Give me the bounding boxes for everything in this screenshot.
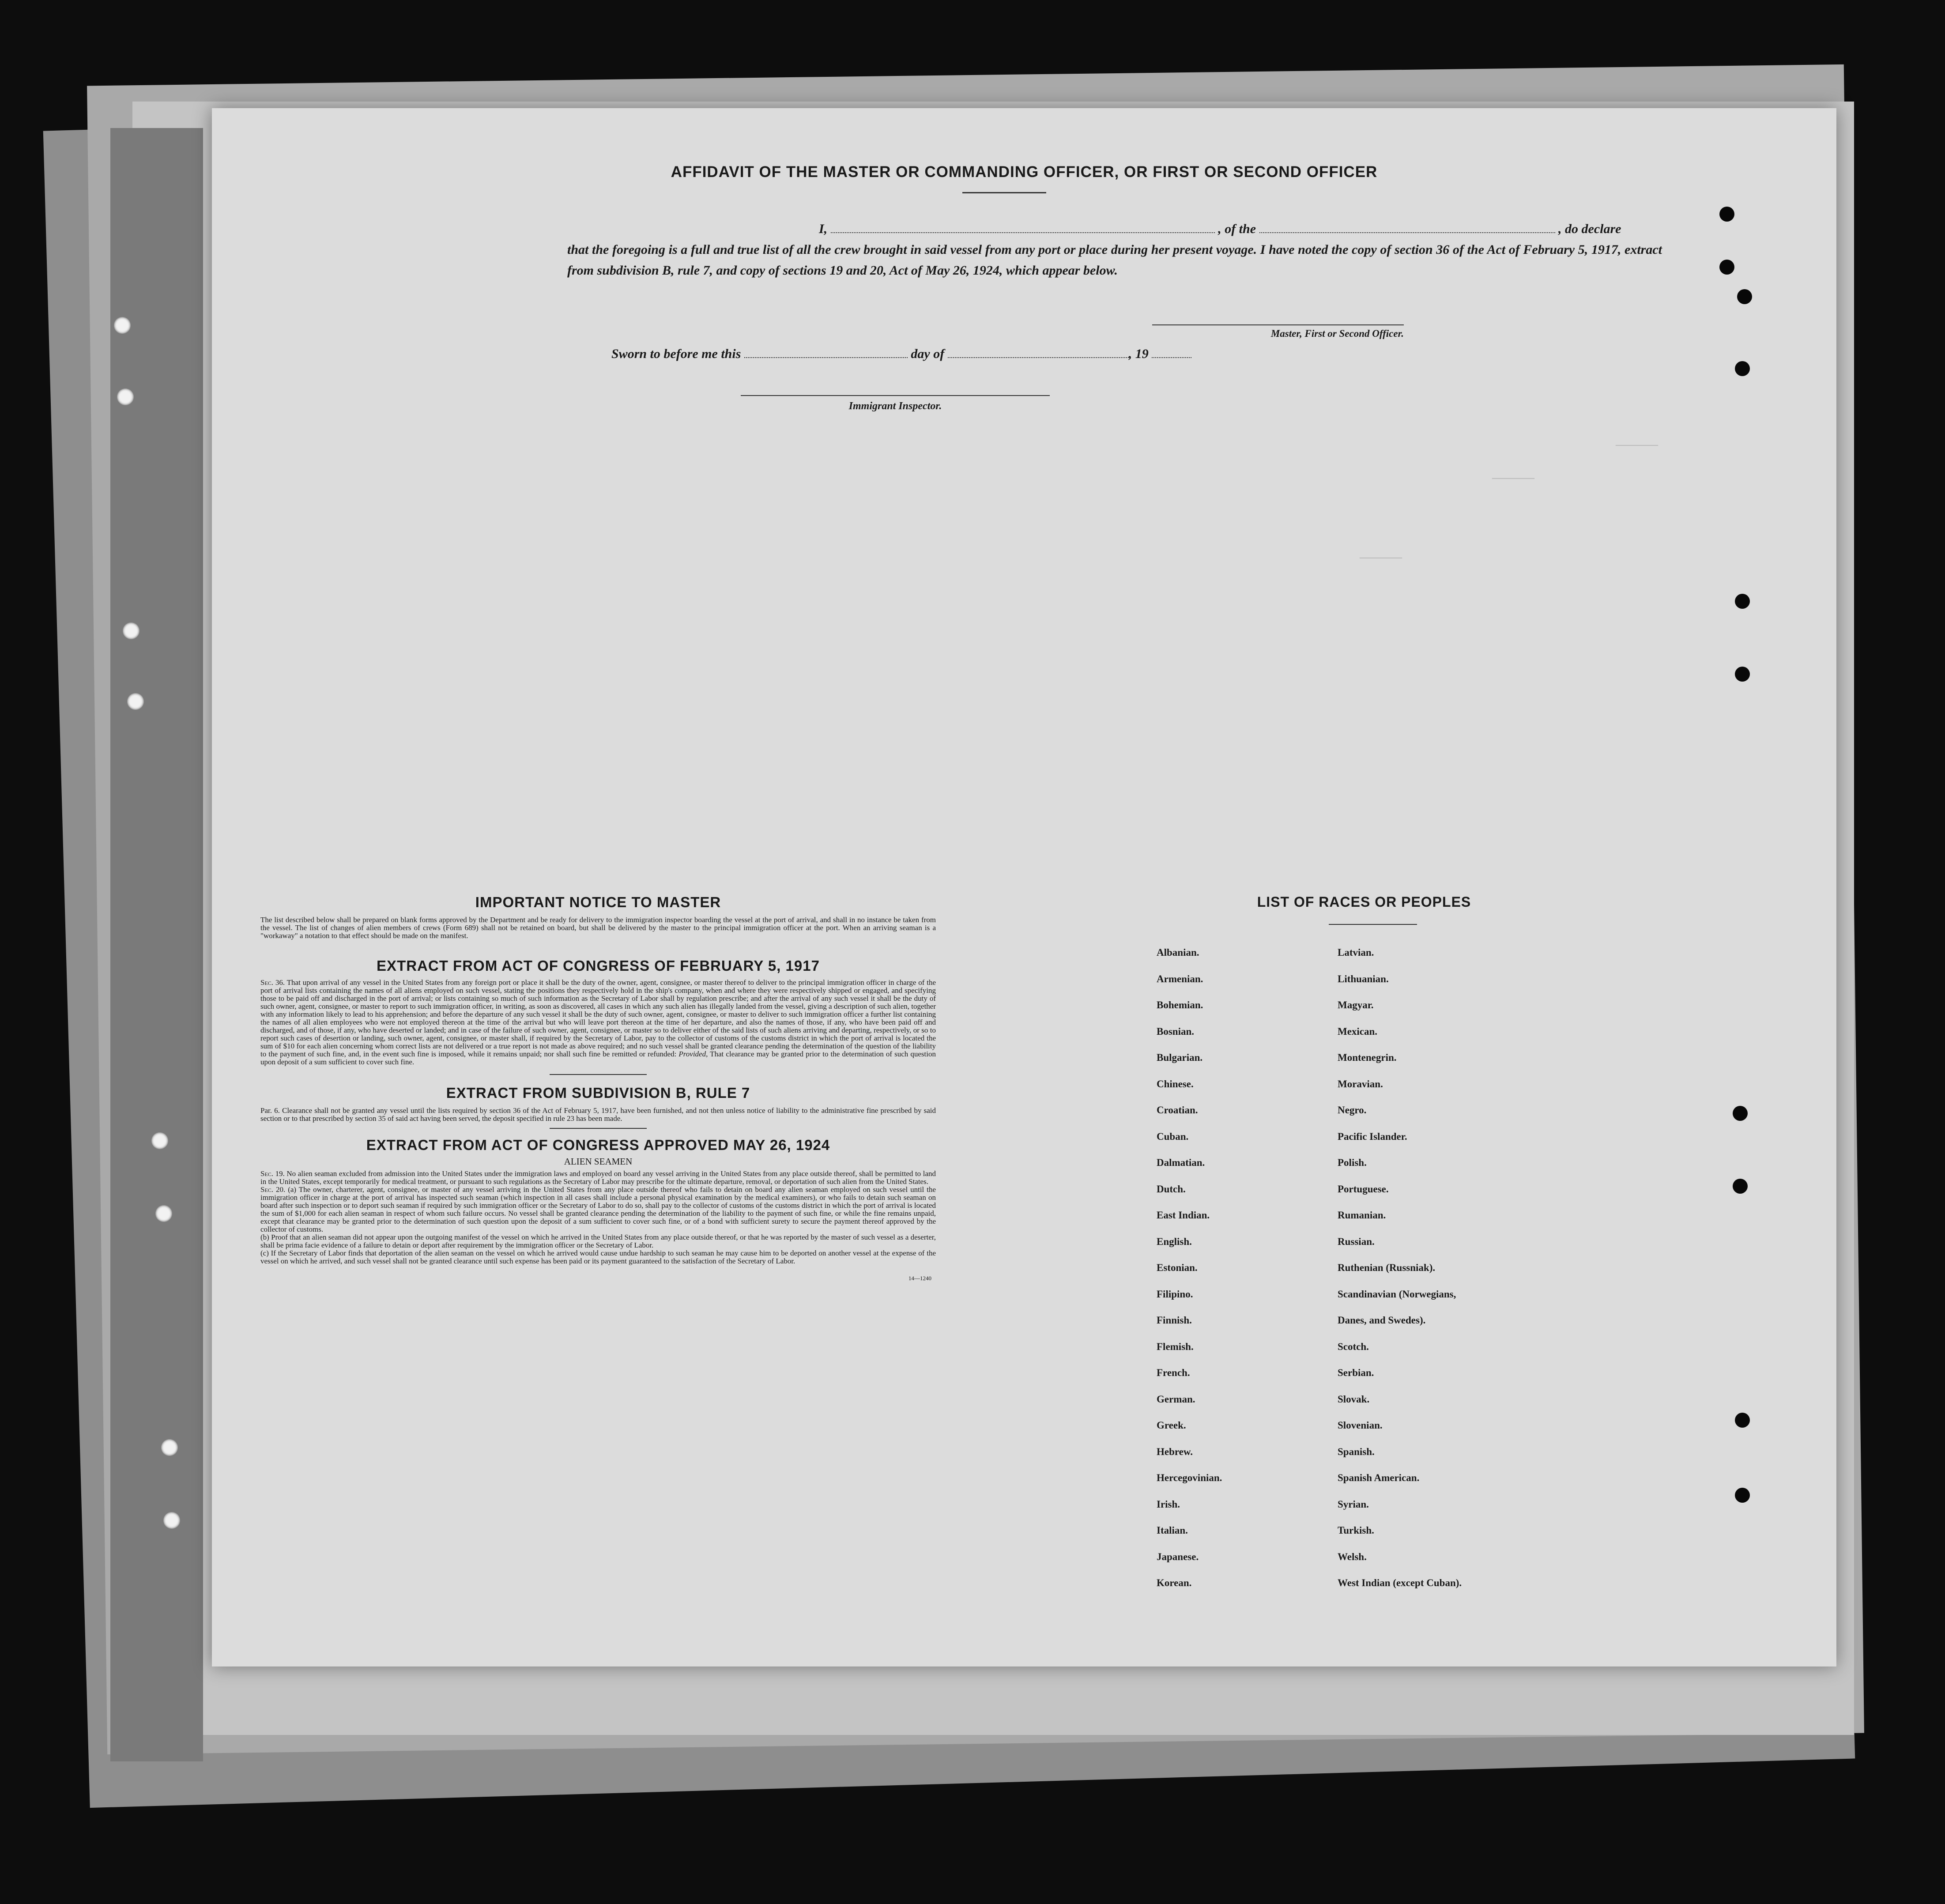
race-item: Cuban. [1157, 1131, 1189, 1142]
affidavit-statement: that the foregoing is a full and true list of all the crew brought in said vessel from any port or place during her present voyage. I have noted the copy of section 36 of the Act of February 5, 1917, extract from subdivision B, rule 7, and copy of sections 19 and 20, Act of May 26, 1924, which appear below. [567, 242, 1662, 278]
race-item: Japanese. [1157, 1551, 1199, 1562]
race-item: Turkish. [1338, 1525, 1374, 1536]
binder-hole [117, 388, 134, 405]
section-label: Sec. 36. [260, 978, 285, 987]
bleed-through-text: ————— [1492, 470, 1535, 486]
rule7-title: EXTRACT FROM SUBDIVISION B, RULE 7 [446, 1085, 750, 1101]
race-item: Irish. [1157, 1499, 1180, 1510]
master-signature-line[interactable]: Master, First or Second Officer. [1152, 324, 1404, 339]
race-item: Montenegrin. [1338, 1052, 1397, 1063]
extract-1924-title: EXTRACT FROM ACT OF CONGRESS APPROVED MAY 26, 1924 [366, 1137, 830, 1153]
race-item: Flemish. [1157, 1341, 1194, 1352]
section-text-end: That clearance may be granted prior to the determination of such question upon deposit of a sum sufficient to cover such fine. [260, 1050, 936, 1066]
race-item: Magyar. [1338, 999, 1374, 1010]
punch-dot [1719, 260, 1734, 275]
race-item: Pacific Islander. [1338, 1131, 1407, 1142]
race-item: Dalmatian. [1157, 1157, 1205, 1168]
race-item: Greek. [1157, 1420, 1186, 1431]
notice-title: IMPORTANT NOTICE TO MASTER [475, 894, 721, 910]
year-label: , 19 [1128, 347, 1149, 361]
bleed-through-text: ————— [1616, 437, 1659, 453]
race-item: Hebrew. [1157, 1446, 1193, 1457]
title-rule [962, 192, 1046, 193]
vessel-name-field[interactable] [1259, 232, 1555, 233]
binder-hole [123, 622, 139, 639]
binder-strip [110, 128, 203, 1761]
binder-hole [163, 1512, 180, 1529]
race-item: Bulgarian. [1157, 1052, 1203, 1063]
provided-label: Provided, [678, 1050, 708, 1058]
sec20-text [260, 1186, 936, 1233]
races-title: LIST OF RACES OR PEOPLES [1257, 894, 1471, 910]
section-text: That upon arrival of any vessel in the United States from any foreign port or place it shall be the duty of the owner, agent, consignee, or master thereof to deliver to the principal immigration officer in charge of the port of arrival lists containing the names of all aliens employed on such vessel, stating the positions they respectively hold in the ship's company, when and where they were respectively shipped or engaged, and specifying those to be paid off and discharged in the port of arrival; or lists containing so much of such information as the Secretary of Labor shall by regulation prescribe; and after the arrival of any such vessel it shall be the duty of such owner, agent, consignee, or master to report to such immigration officer, in writing, as soon as discovered, all cases in which any such alien has illegally landed from the vessel, giving a description of such alien, together with any information likely to lead to his apprehension; and before the departure of any such vessel it shall be the duty of such owner, agent, consignee, or master to deliver to such immigration officer a further list containing the names of all alien employees who were not employed thereon at the time of the arrival but who will leave port thereon at the time of her departure, and also the names of those, if any, who have been paid off and discharged, and of those, if any, who have deserted or landed; and in case of the failure of such owner, agent, consignee, or master so to deliver either of the said lists of such aliens arriving and departing, respectively, or so to report such cases of desertion or landing, such owner, agent, consignee, or master shall, if required by the Secretary of Labor, pay to the collector of customs of the customs district in which the port of arrival is located the sum of $10 for each alien concerning whom correct lists are not delivered or a true report is not made as above required; and no such vessel shall be granted clearance pending the determination of the question of the liability to the payment of such fine, and, in the event such fine is imposed, while it remains unpaid; nor shall such fine be remitted or refunded: [260, 978, 936, 1058]
race-item: Bohemian. [1157, 999, 1203, 1010]
declarant-label: I, [819, 222, 828, 236]
race-item: Negro. [1338, 1105, 1367, 1116]
sworn-line [611, 347, 1450, 362]
sworn-year-field[interactable] [1152, 357, 1191, 358]
race-item: Bosnian. [1157, 1026, 1195, 1037]
form-number: 14—1240 [908, 1275, 931, 1282]
race-item: Mexican. [1338, 1026, 1378, 1037]
race-item: Scotch. [1338, 1341, 1369, 1352]
punch-dot [1735, 1413, 1750, 1428]
race-item: Armenian. [1157, 973, 1203, 984]
sworn-label: Sworn to before me this [611, 347, 741, 361]
binder-hole [151, 1132, 168, 1149]
race-item: Scandinavian (Norwegians, [1338, 1289, 1456, 1300]
section-text: No alien seaman excluded from admission into the United States under the immigration laws and employed on board any vessel arriving in the United States from any place outside thereof, shall be permitted to land in the United States, except temporarily for medical treatment, or pursuant to such regulations as the Secretary of Labor may prescribe for the ultimate departure, removal, or deportation of such alien from the United States. [260, 1169, 936, 1186]
race-item: West Indian (except Cuban). [1338, 1577, 1462, 1588]
race-item: Croatian. [1157, 1105, 1198, 1116]
day-of-label: day of [911, 347, 945, 361]
race-item: Slovak. [1338, 1394, 1370, 1405]
race-item: English. [1157, 1236, 1192, 1247]
race-item: Chinese. [1157, 1078, 1194, 1090]
race-item: Dutch. [1157, 1184, 1186, 1195]
punch-dot [1733, 1106, 1748, 1121]
punch-dot [1733, 1179, 1748, 1194]
extract-1917-text [260, 979, 936, 1066]
sworn-month-field[interactable] [948, 357, 1129, 358]
sworn-day-field[interactable] [744, 357, 908, 358]
race-item: Hercegovinian. [1157, 1472, 1222, 1483]
race-item: Rumanian. [1338, 1210, 1386, 1221]
race-item: French. [1157, 1367, 1190, 1378]
divider [550, 1128, 647, 1129]
race-item: Spanish. [1338, 1446, 1375, 1457]
race-item: Welsh. [1338, 1551, 1367, 1562]
notice-text: The list described below shall be prepared on blank forms approved by the Department and be ready for delivery to the immigration inspector boarding the vessel at the port of arrival, and shall in no instance be taken from the vessel. The list of changes of alien members of crews (Form 689) shall not be retained on board, but shall be delivered by the master to the principal immigration officer at the port. When an arriving seaman is a "workaway" a notation to that effect should be made on the manifest. [260, 916, 936, 940]
form-page [212, 108, 1836, 1666]
binder-hole [161, 1439, 178, 1456]
race-item: Italian. [1157, 1525, 1188, 1536]
vessel-label: , of the [1218, 222, 1256, 236]
race-item: Korean. [1157, 1577, 1192, 1588]
sec20b-text: (b) Proof that an alien seaman did not appear upon the outgoing manifest of the vessel on which he arrived in the United States from any place outside thereof, or that he was reported by the master of such vessel as a deserter, shall be prima facie evidence of a failure to detain or deport after requirement by the immigration officer or the Secretary of Labor. [260, 1233, 936, 1249]
race-item: Moravian. [1338, 1078, 1383, 1090]
punch-dot [1737, 289, 1752, 304]
notice-column [260, 894, 936, 1282]
race-item: East Indian. [1157, 1210, 1210, 1221]
section-text: (a) The owner, charterer, agent, consignee, or master of any vessel arriving in the United States from any place outside thereof who fails to detain on board any alien seaman employed on such vessel until the immigration officer in charge at the port of arrival has inspected such seaman (which inspection in all cases shall include a personal physical examination by the medical examiners), or who fails to detain such seaman on board after such inspection or to deport such seaman if required by such immigration officer or the Secretary of Labor to do so, shall pay to the collector of customs of the customs district in which the port of arrival is located the sum of $1,000 for each alien seaman in respect of whom such failure occurs. No vessel shall be granted clearance pending the determination of the liability to the payment of such fine, or while the fine remains unpaid, except that clearance may be granted prior to the determination of such question upon the deposit of a sum sufficient to cover such fine, or of a bond with sufficient surety to secure the payment thereof approved by the collector of customs. [260, 1185, 936, 1233]
punch-dot [1719, 207, 1734, 222]
race-item: Danes, and Swedes). [1338, 1315, 1426, 1326]
race-item: Filipino. [1157, 1289, 1193, 1300]
rule7-text: Par. 6. Clearance shall not be granted any vessel until the lists required by section 36 of the Act of February 5, 1917, have been furnished, and not then unless notice of liability to the administrative fine prescribed by said section or to that prescribed by section 35 of said act having been served, the deposit specified in rule 23 has been made. [260, 1106, 936, 1123]
races-list [1130, 894, 1598, 1588]
race-item: Serbian. [1338, 1367, 1374, 1378]
title-rule [1329, 924, 1417, 925]
race-item: Finnish. [1157, 1315, 1192, 1326]
declare-label: , do declare [1558, 222, 1621, 236]
sec20c-text: (c) If the Secretary of Labor finds that deportation of the alien seaman on the vessel on which he arrived would cause undue hardship to such seaman he may cause him to be deported on another vessel at the expense of the vessel on which he arrived, and such vessel shall not be granted clearance until such expense has been paid or its payment guaranteed to the satisfaction of the Secretary of Labor. [260, 1249, 936, 1265]
race-item: Polish. [1338, 1157, 1367, 1168]
race-item: Russian. [1338, 1236, 1375, 1247]
alien-seamen-subtitle: ALIEN SEAMEN [564, 1156, 633, 1167]
race-item: Latvian. [1338, 947, 1374, 958]
section-label: Sec. 19. [260, 1169, 285, 1178]
punch-dot [1735, 361, 1750, 376]
race-item: Estonian. [1157, 1262, 1198, 1273]
punch-dot [1735, 594, 1750, 609]
affidavit-body [567, 219, 1662, 281]
extract-1917-title: EXTRACT FROM ACT OF CONGRESS OF FEBRUARY 5, 1917 [377, 958, 820, 974]
race-item: Albanian. [1157, 947, 1199, 958]
race-item: Spanish American. [1338, 1472, 1420, 1483]
bleed-through-text: ————— [1360, 550, 1402, 566]
race-item: Lithuanian. [1338, 973, 1389, 984]
binder-hole [127, 693, 144, 710]
binder-hole [155, 1205, 172, 1222]
binder-hole [114, 317, 131, 334]
punch-dot [1735, 1488, 1750, 1503]
sec19-text [260, 1170, 936, 1186]
affidavit-title: AFFIDAVIT OF THE MASTER OR COMMANDING OFFICER, OR FIRST OR SECOND OFFICER [671, 163, 1378, 181]
race-item: Portuguese. [1338, 1184, 1389, 1195]
race-item: Syrian. [1338, 1499, 1369, 1510]
race-item: German. [1157, 1394, 1195, 1405]
race-item: Ruthenian (Russniak). [1338, 1262, 1436, 1273]
race-item: Slovenian. [1338, 1420, 1383, 1431]
section-label: Sec. 20. [260, 1185, 286, 1194]
inspector-signature-line[interactable]: Immigrant Inspector. [741, 395, 1050, 412]
declarant-name-field[interactable] [831, 232, 1215, 233]
punch-dot [1735, 667, 1750, 682]
divider [550, 1074, 647, 1075]
